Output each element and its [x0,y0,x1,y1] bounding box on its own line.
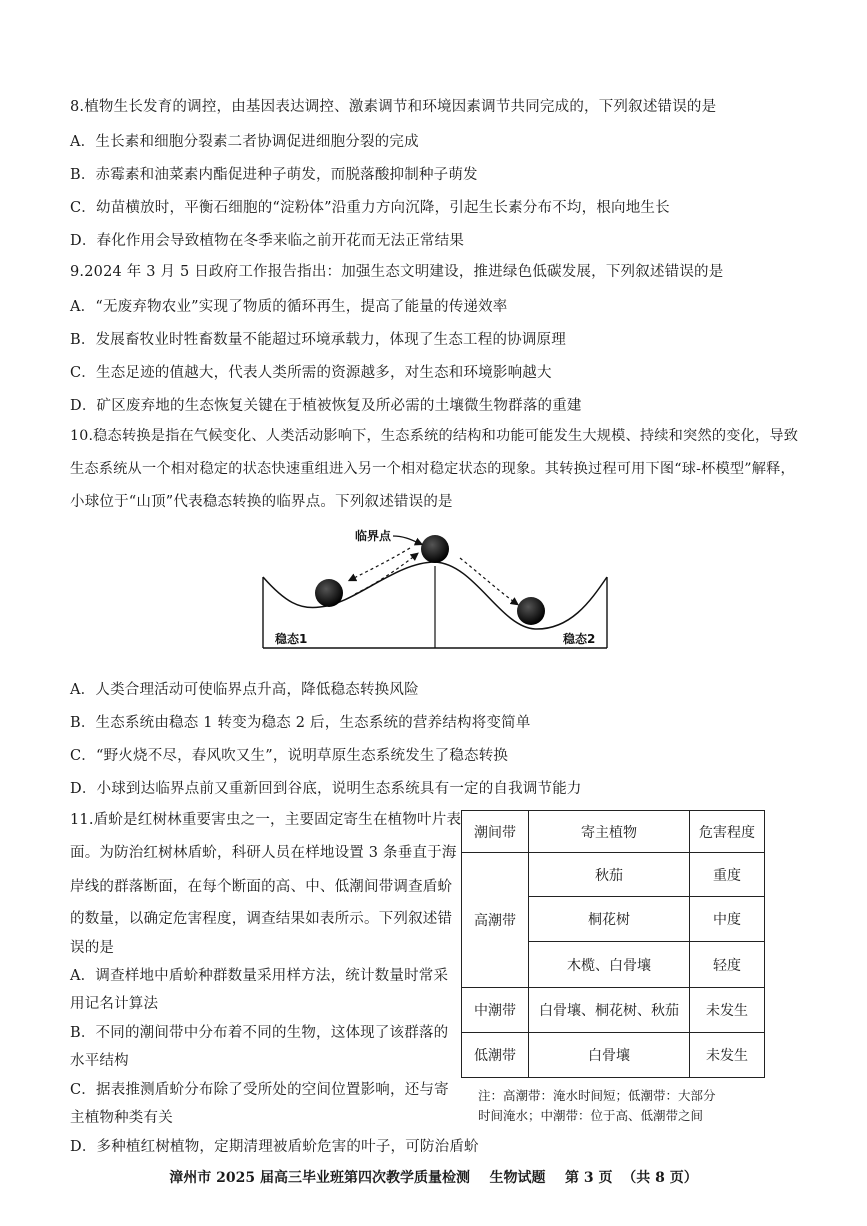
zone-low: 低潮带 [462,1033,529,1078]
zone-high: 高潮带 [462,853,529,988]
cell-level: 中度 [690,897,765,942]
state-2-label: 稳态2 [563,632,596,646]
q8-option-b: B．赤霉素和油菜素内酯促进种子萌发，而脱落酸抑制种子萌发 [70,167,478,183]
q10-stem-line-3: 小球位于“山顶”代表稳态转换的临界点。下列叙述错误的是 [70,494,453,510]
q9-option-a: A．“无废弃物农业”实现了物质的循环再生，提高了能量的传递效率 [70,299,508,315]
page-footer: 漳州市 2025 届高三毕业班第四次教学质量检测 生物试题 第 3 页 （共 8 页） [169,1170,698,1186]
ball-critical-point [421,535,449,563]
table-row [462,853,765,897]
header-host: 寄主植物 [529,811,690,853]
q11-option-c: C．据表推测盾蚧分布除了受所处的空间位置影响，还与寄 [70,1082,449,1098]
q9-option-d: D．矿区废弃地的生态恢复关键在于植被恢复及所必需的土壤微生物群落的重建 [70,398,582,414]
arrow-up-to-critical [355,554,417,594]
q8-option-d: D．春化作用会导致植物在冬季来临之前开花而无法正常结果 [70,233,465,249]
table-row [462,988,765,1033]
q9-option-c: C．生态足迹的值越大，代表人类所需的资源越多，对生态和环境影响越大 [70,365,552,381]
q11-option-b-cont: 水平结构 [70,1053,129,1069]
header-level: 危害程度 [690,811,765,853]
header-zone: 潮间带 [462,811,529,853]
state-1-label: 稳态1 [275,632,308,646]
cell-host: 白骨壤、桐花树、秋茄 [529,988,690,1033]
cell-host: 桐花树 [529,897,690,942]
q10-option-c: C．“野火烧不尽，春风吹又生”，说明草原生态系统发生了稳态转换 [70,748,509,764]
cell-host: 秋茄 [529,853,690,897]
q11-option-d: D．多种植红树植物，定期清理被盾蚧危害的叶子，可防治盾蚧 [70,1139,479,1155]
cell-host: 白骨壤 [529,1033,690,1078]
cell-level: 轻度 [690,942,765,988]
zone-mid: 中潮带 [462,988,529,1033]
ball-state-1 [315,579,343,607]
q10-option-d: D．小球到达临界点前又重新回到谷底，说明生态系统具有一定的自我调节能力 [70,781,582,797]
q9-option-b: B．发展畜牧业时牲畜数量不能超过环境承载力，体现了生态工程的协调原理 [70,332,566,348]
cell-level: 重度 [690,853,765,897]
q10-stem-line-1: 10.稳态转换是指在气候变化、人类活动影响下，生态系统的结构和功能可能发生大规模、持续和突然的变化，导致 [70,428,799,444]
q11-text-line-3: 岸线的群落断面，在每个断面的高、中、低潮间带调查盾蚧 [70,879,453,895]
q10-option-b: B．生态系统由稳态 1 转变为稳态 2 后，生态系统的营养结构将变简单 [70,715,531,731]
q11-text-line-2: 面。为防治红树林盾蚧，科研人员在样地设置 3 条垂直于海 [70,845,457,861]
critical-point-label: 临界点 [355,529,392,543]
q8-option-c: C．幼苗横放时，平衡石细胞的“淀粉体”沿重力方向沉降，引起生长素分布不均，根向地生长 [70,200,670,216]
cell-level: 未发生 [690,1033,765,1078]
q11-text-line-4: 的数量，以确定危害程度，调查结果如表所示。下列叙述错 [70,911,453,927]
q11-text-line-1: 11.盾蚧是红树林重要害虫之一，主要固定寄生在植物叶片表 [70,812,462,828]
table-header-row [462,811,765,853]
table-note-line-2: 时间淹水；中潮带：位于高、低潮带之间 [478,1108,704,1123]
arrow-back-to-state-1 [350,548,410,580]
q11-option-a: A．调查样地中盾蚧种群数量采用样方法，统计数量时常采 [70,968,449,984]
q11-option-a-cont: 用记名计算法 [70,996,159,1012]
cell-level: 未发生 [690,988,765,1033]
table-note-line-1: 注：高潮带：淹水时间短；低潮带：大部分 [478,1088,716,1103]
q9-stem: 9.2024 年 3 月 5 日政府工作报告指出：加强生态文明建设，推进绿色低碳发展，下列叙述错误的是 [70,264,724,280]
q8-option-a: A．生长素和细胞分裂素二者协调促进细胞分裂的完成 [70,134,419,150]
q11-option-b: B．不同的潮间带中分布着不同的生物，这体现了该群落的 [70,1025,449,1041]
q11-option-c-cont: 主植物种类有关 [70,1110,173,1126]
ball-state-2 [517,597,545,625]
q8-stem: 8.植物生长发育的调控，由基因表达调控、激素调节和环境因素调节共同完成的，下列叙述错误的是 [70,99,717,115]
q10-stem-line-2: 生态系统从一个相对稳定的状态快速重组进入另一个相对稳定状态的现象。其转换过程可用下图“球-杯模型”解释， [70,461,795,477]
q10-option-a: A．人类合理活动可使临界点升高，降低稳态转换风险 [70,682,419,698]
cell-host: 木榄、白骨壤 [529,942,690,988]
critical-label-pointer [393,536,421,544]
ball-cup-model-figure [255,522,615,652]
pest-survey-table [461,810,765,1078]
table-row [462,1033,765,1078]
q11-text-line-5: 误的是 [70,940,115,956]
